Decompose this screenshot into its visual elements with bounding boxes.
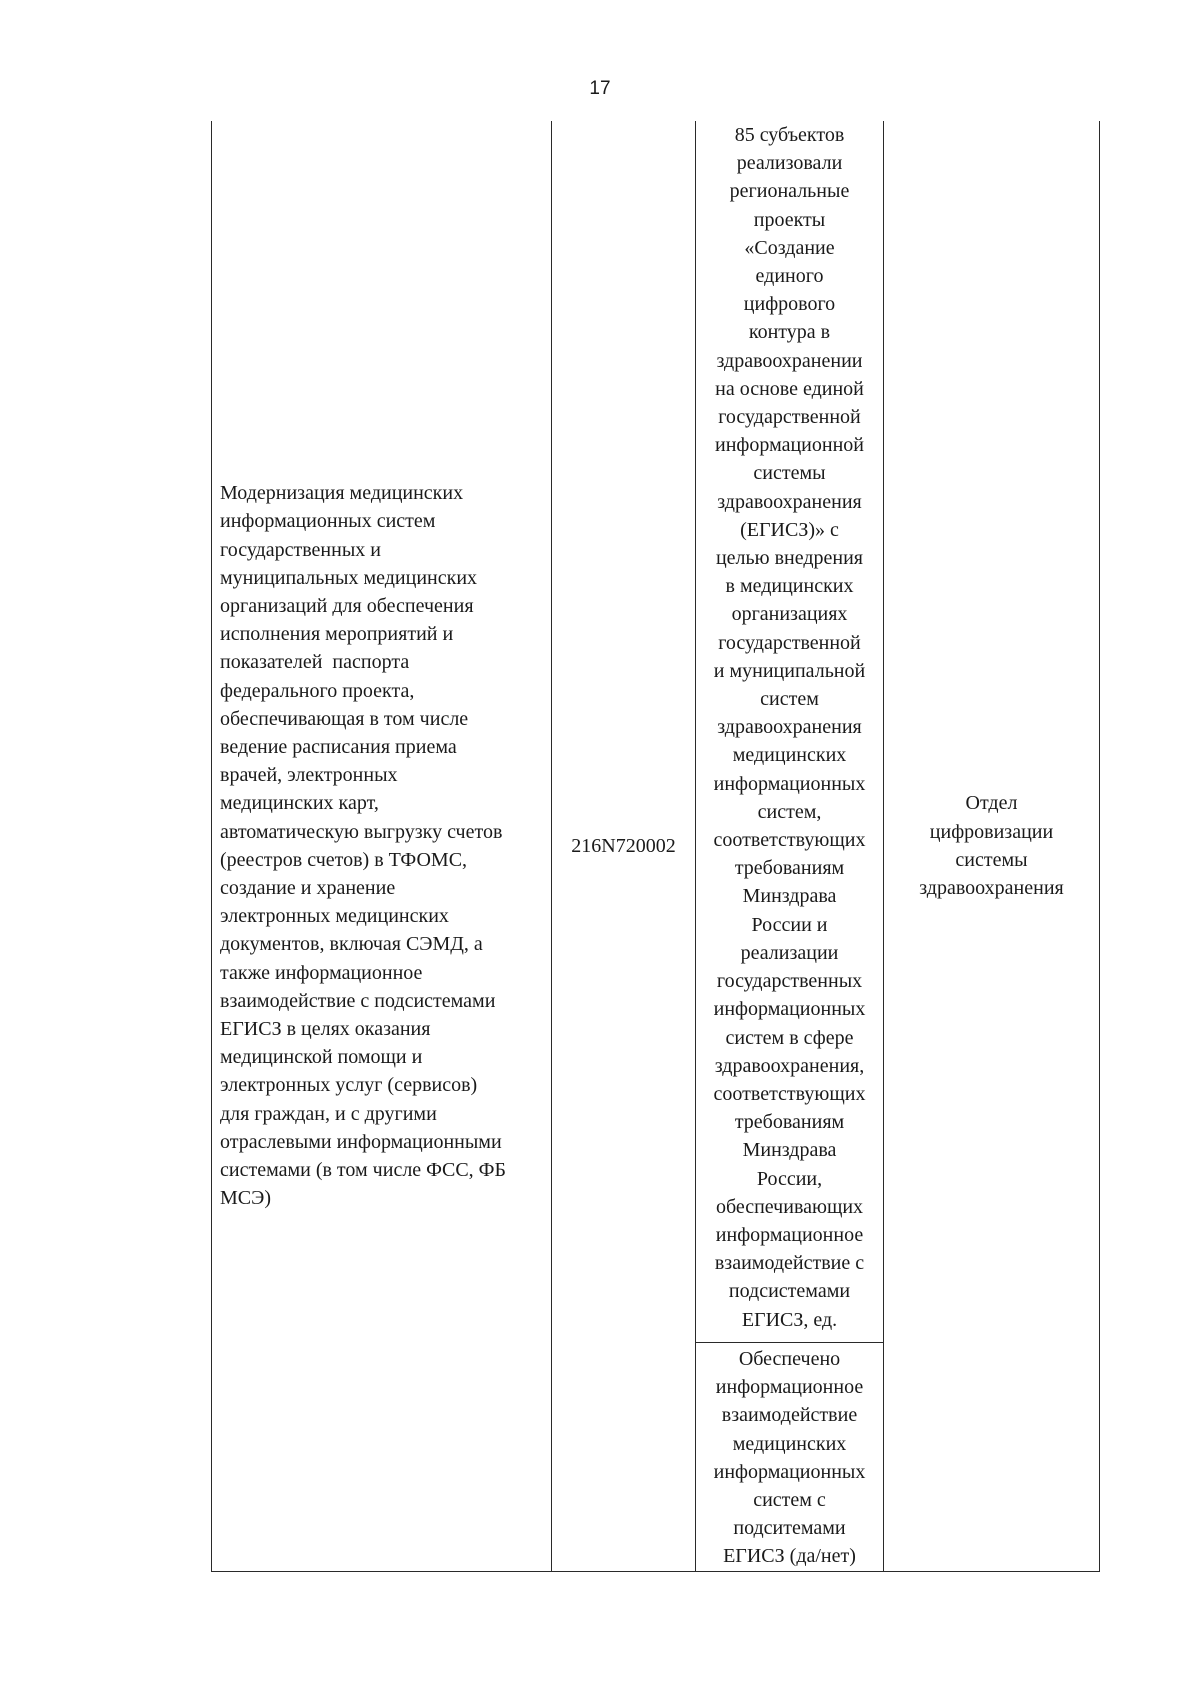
text-line: цифрового [743,293,836,316]
indicator-regions-projects [696,121,883,1343]
text-line: ЕГИСЗ, ед. [741,1308,838,1331]
text-line: подситемами [733,1517,846,1540]
text-line: целью внедрения [715,547,864,570]
text-line: МСЭ) [220,1187,271,1210]
text-line: здравоохранении [716,349,863,372]
text-line: исполнения мероприятий и [220,623,454,646]
measure-description-cell [212,121,552,1571]
text-line: организаций для обеспечения [220,594,474,617]
measure-code: 216N720002 [571,834,676,857]
text-line: требованиям [734,857,845,880]
text-line: автоматическую выгрузку счетов [220,820,503,843]
text-line: документов, включая СЭМД, а [220,933,483,956]
text-line: системы [955,848,1028,871]
text-line: соответствующих [713,1082,866,1105]
text-line: здравоохранения [717,490,862,513]
text-line: систем [760,688,819,711]
text-line: цифровизации [929,820,1054,843]
text-line: информационных [713,772,866,795]
text-line: также информационное [220,961,423,984]
text-line: систем, [757,800,822,823]
measures-table [211,121,1100,1572]
text-line: России, [756,1167,823,1190]
text-line: ЕГИСЗ (да/нет) [723,1545,856,1568]
text-line: взаимодействие с [714,1252,865,1275]
text-line: информационное [715,1376,864,1399]
text-line: Минздрава [742,885,837,908]
text-line: здравоохранения [919,877,1064,900]
text-line: единого [755,265,824,288]
text-line: ведение расписания приема [220,736,457,758]
text-line: отраслевыми информационными [220,1130,502,1153]
text-line: взаимодействие [721,1404,858,1427]
text-line: обеспечивающих [715,1195,864,1218]
text-line: информационных [713,1460,866,1483]
text-line: обеспечивающая в том числе [220,707,469,730]
text-line: взаимодействие с подсистемами [220,989,496,1012]
text-line: (реестров счетов) в ТФОМС, [220,848,468,871]
text-line: на основе единой [715,377,864,400]
text-line: государственной [718,406,861,429]
indicators-cell [696,121,884,1571]
text-line: медицинских [732,744,847,767]
text-line: информационное [715,1223,864,1246]
text-line: муниципальных медицинских [220,566,478,589]
page-number: 17 [589,78,611,99]
text-line: медицинских [732,1432,847,1455]
text-line: Отдел [965,792,1018,815]
text-line: региональные [729,180,850,203]
text-line: России и [751,913,828,936]
text-line: для граждан, и с другими [220,1102,437,1125]
text-line: реализовали [736,152,843,175]
text-line: Минздрава [742,1139,837,1162]
text-line: показателей паспорта [220,651,410,674]
text-line: медицинской помощи и [220,1046,423,1069]
text-line: медицинских карт, [220,792,379,815]
text-line: системы [753,462,826,485]
text-line: требованиям [734,1111,845,1134]
text-line: информационных [713,998,866,1021]
text-line: проекты [753,208,826,231]
text-line: и муниципальной [713,659,866,682]
text-line: здравоохранения [717,716,862,739]
text-line: систем в сфере [725,1026,854,1049]
text-line: контура в [748,321,831,344]
text-line: электронных услуг (сервисов) [220,1074,478,1097]
responsible-department [884,789,1099,902]
text-line: 85 субъектов [734,124,845,146]
text-line: государственных [716,970,863,993]
text-line: реализации [740,941,839,964]
text-line: системами (в том числе ФСС, ФБ [220,1159,506,1182]
indicator-integration [696,1343,883,1571]
text-line: соответствующих [713,829,866,852]
measure-description [220,479,545,1212]
text-line: ЕГИСЗ в целях оказания [220,1018,431,1041]
text-line: систем с [753,1489,826,1512]
text-line: информационной [715,434,864,457]
text-line: Обеспечено [738,1348,841,1370]
text-line: здравоохранения, [714,1054,865,1077]
text-line: (ЕГИСЗ)» с [740,518,839,541]
text-line: «Создание [744,236,835,259]
text-line: государственной [718,631,861,654]
text-line: организациях [731,603,848,626]
text-line: государственных и [220,538,381,561]
text-line: создание и хранение [220,877,396,900]
text-line: информационных систем [220,510,436,533]
responsible-department-cell [884,121,1100,1571]
text-line: Модернизация медицинских [220,482,464,505]
text-line: федерального проекта, [220,679,415,702]
text-line: электронных медицинских [220,905,449,928]
text-line: подсистемами [728,1280,851,1303]
text-line: врачей, электронных [220,764,398,787]
text-line: в медицинских [725,575,854,598]
table-row [212,121,1100,1571]
measure-code-cell [552,121,696,1571]
